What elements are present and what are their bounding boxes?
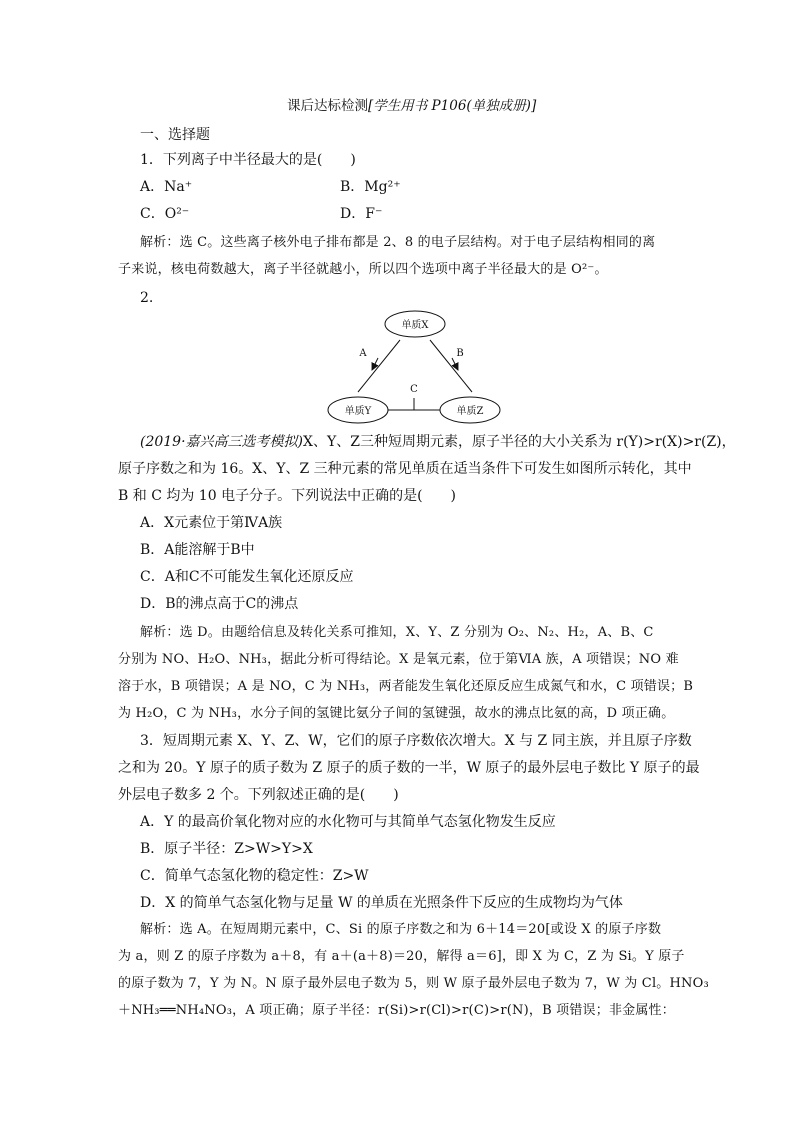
q2-source: (2019·嘉兴高三选考模拟)	[140, 434, 304, 450]
edge-c-label: C	[410, 384, 418, 395]
q3-analysis-line-1: 解析：选 A。在短周期元素中，C、Si 的原子序数之和为 6＋14＝20[或设 X 的原子序数	[140, 922, 662, 937]
q2-stem-text: X、Y、Z三种短周期元素，原子半径的大小关系为 r(Y)>r(X)>r(Z)，	[303, 434, 736, 450]
page-title	[287, 98, 536, 114]
q1-option-a: A．Na⁺	[140, 179, 193, 195]
section-heading: 一、选择题	[140, 127, 210, 143]
q1-stem: 1．下列离子中半径最大的是( )	[140, 152, 356, 168]
q3-analysis-line-2: 为 a，则 Z 的原子序数为 a＋8，有 a＋(a＋8)＝20，解得 a＝6]，即 X 为 C，Z 为 Si。Y 原子	[118, 949, 685, 964]
q1-option-b: B．Mg²⁺	[340, 179, 401, 195]
q3-analysis-line-4: ＋NH₃══NH₄NO₃，A 项正确；原子半径：r(Si)>r(Cl)>r(C)>r(N)，B 项错误；非金属性：	[118, 1003, 675, 1018]
q3-stem-line-1: 3．短周期元素 X、Y、Z、W，它们的原子序数依次增大。X 与 Z 同主族，并且原子序数	[140, 733, 692, 749]
q3-analysis-line-3: 的原子数为 7，Y 为 N。N 原子最外层电子数为 5，则 W 原子最外层电子数为 7，W 为 Cl。HNO₃	[118, 976, 709, 991]
q2-analysis-line-2: 分别为 NO、H₂O、NH₃，据此分析可得结论。X 是氧元素，位于第ⅥA 族，A 项错误；NO 难	[118, 652, 679, 667]
q2-stem-line-1	[140, 434, 736, 450]
q1-analysis-line-1: 解析：选 C。这些离子核外电子排布都是 2、8 的电子层结构。对于电子层结构相同的离	[140, 235, 656, 250]
q3-option-b: B．原子半径：Z>W>Y>X	[140, 841, 313, 857]
node-y-label: 单质Y	[344, 406, 372, 417]
edge-x-z	[430, 340, 472, 392]
q1-analysis-line-2: 子来说，核电荷数越大，离子半径就越小，所以四个选项中离子半径最大的是 O²⁻。	[118, 262, 608, 277]
q2-stem-line-2: 原子序数之和为 16。X、Y、Z 三种元素的常见单质在适当条件下可发生如图所示转化，其中	[118, 461, 692, 477]
q2-stem-line-3: B 和 C 均为 10 电子分子。下列说法中正确的是( )	[118, 488, 456, 504]
q2-analysis-line-1: 解析：选 D。由题给信息及转化关系可推知，X、Y、Z 分别为 O₂、N₂、H₂，A、B、C	[140, 625, 654, 640]
q3-stem-line-3: 外层电子数多 2 个。下列叙述正确的是( )	[118, 787, 399, 803]
q3-option-d: D．X 的简单气态氢化物与足量 W 的单质在光照条件下反应的生成物均为气体	[140, 895, 623, 911]
transformation-diagram	[320, 306, 510, 424]
q2-number: 2.	[140, 290, 154, 306]
q1-option-d: D．F⁻	[340, 206, 383, 222]
q2-analysis-line-3: 溶于水，B 项错误；A 是 NO，C 为 NH₃，两者能发生氧化还原反应生成氮气和水，C 项错误；B	[118, 679, 694, 694]
title-subtitle: [学生用书 P106(单独成册)]	[368, 98, 537, 114]
q1-option-c: C．O²⁻	[140, 206, 190, 222]
q2-analysis-line-4: 为 H₂O，C 为 NH₃，水分子间的氢键比氨分子间的氢键强，故水的沸点比氨的高，D 项正确。	[118, 706, 675, 721]
q2-option-b: B．A能溶解于B中	[140, 542, 255, 558]
q3-option-c: C．简单气态氢化物的稳定性：Z>W	[140, 868, 369, 884]
q2-option-a: A．X元素位于第ⅣA族	[140, 515, 283, 531]
edge-b-label: B	[456, 348, 464, 359]
q2-option-d: D．B的沸点高于C的沸点	[140, 596, 299, 612]
transformation-diagram-svg	[320, 306, 510, 424]
q3-stem-line-2: 之和为 20。Y 原子的质子数为 Z 原子的质子数的一半，W 原子的最外层电子数比 Y 原子的最	[118, 760, 700, 776]
edge-a-label: A	[359, 348, 367, 359]
q2-option-c: C．A和C不可能发生氧化还原反应	[140, 569, 354, 585]
node-z-label: 单质Z	[456, 406, 484, 417]
q3-option-a: A．Y 的最高价氧化物对应的水化物可与其简单气态氢化物发生反应	[140, 814, 556, 830]
title-text: 课后达标检测	[287, 98, 368, 114]
node-x-label: 单质X	[401, 320, 429, 331]
